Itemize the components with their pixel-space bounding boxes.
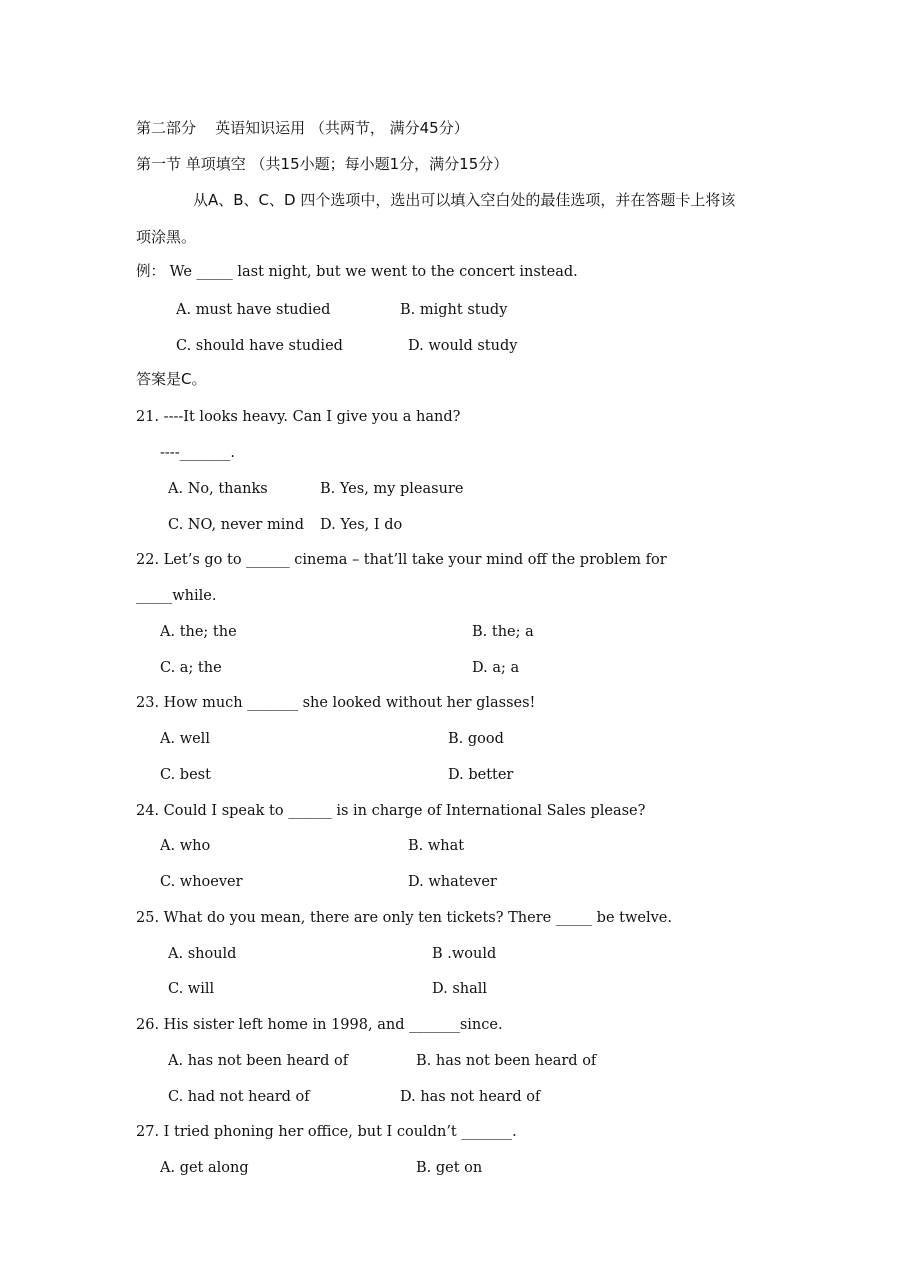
question-23-stem: 23. How much _______ she looked without her glasses! <box>136 695 536 711</box>
question-27-option-b: B. get on <box>416 1160 483 1176</box>
question-23-option-b: B. good <box>448 731 504 747</box>
question-24-option-a: A. who <box>160 838 211 854</box>
question-26-option-b: B. has not been heard of <box>416 1053 597 1069</box>
question-26-option-a: A. has not been heard of <box>168 1053 349 1069</box>
question-25-option-b: B .would <box>432 946 497 962</box>
question-26-stem: 26. His sister left home in 1998, and _______since. <box>136 1017 503 1033</box>
question-22-option-c: C. a; the <box>160 660 222 676</box>
question-26-option-c: C. had not heard of <box>168 1089 310 1105</box>
example-option-a: A. must have studied <box>176 302 331 318</box>
question-24-option-d: D. whatever <box>408 874 497 890</box>
instructions-line-2: 项涂黑。 <box>136 228 197 246</box>
question-21-option-a: A. No, thanks <box>168 481 268 497</box>
part-title: 第二部分 英语知识运用 （共两节， 满分45分） <box>136 119 469 137</box>
section-title: 第一节 单项填空 （共15小题；每小题1分，满分15分） <box>136 155 509 173</box>
question-24-option-b: B. what <box>408 838 465 854</box>
question-21-option-c: C. NO, never mind <box>168 517 304 533</box>
question-21-option-d: D. Yes, I do <box>320 517 403 533</box>
example-option-b: B. might study <box>400 302 508 318</box>
question-25-stem: 25. What do you mean, there are only ten tickets? There _____ be twelve. <box>136 910 672 926</box>
question-27-stem: 27. I tried phoning her office, but I couldn’t _______. <box>136 1124 517 1140</box>
example-answer: 答案是C。 <box>136 370 207 388</box>
question-25-option-a: A. should <box>168 946 237 962</box>
example-stem: 例： We _____ last night, but we went to the concert instead. <box>136 264 578 280</box>
question-21-stem: 21. ----It looks heavy. Can I give you a hand? <box>136 409 461 425</box>
question-22-stem-2: _____while. <box>136 588 217 604</box>
question-25-option-c: C. will <box>168 981 215 997</box>
example-option-c: C. should have studied <box>176 338 343 354</box>
question-21-stem-2: ----_______. <box>160 445 235 461</box>
question-23-option-a: A. well <box>160 731 210 747</box>
question-22-option-a: A. the; the <box>160 624 237 640</box>
example-option-d: D. would study <box>408 338 518 354</box>
question-25-option-d: D. shall <box>432 981 488 997</box>
question-22-option-d: D. a; a <box>472 660 520 676</box>
instructions-line-1: 从A、B、C、D 四个选项中，选出可以填入空白处的最佳选项，并在答题卡上将该 <box>193 191 736 209</box>
question-23-option-c: C. best <box>160 767 211 783</box>
question-21-option-b: B. Yes, my pleasure <box>320 481 464 497</box>
question-24-option-c: C. whoever <box>160 874 243 890</box>
question-27-option-a: A. get along <box>160 1160 249 1176</box>
question-26-option-d: D. has not heard of <box>400 1089 541 1105</box>
question-22-stem: 22. Let’s go to ______ cinema – that’ll take your mind off the problem for <box>136 552 667 568</box>
question-24-stem: 24. Could I speak to ______ is in charge of International Sales please? <box>136 803 646 819</box>
question-22-option-b: B. the; a <box>472 624 534 640</box>
question-23-option-d: D. better <box>448 767 514 783</box>
